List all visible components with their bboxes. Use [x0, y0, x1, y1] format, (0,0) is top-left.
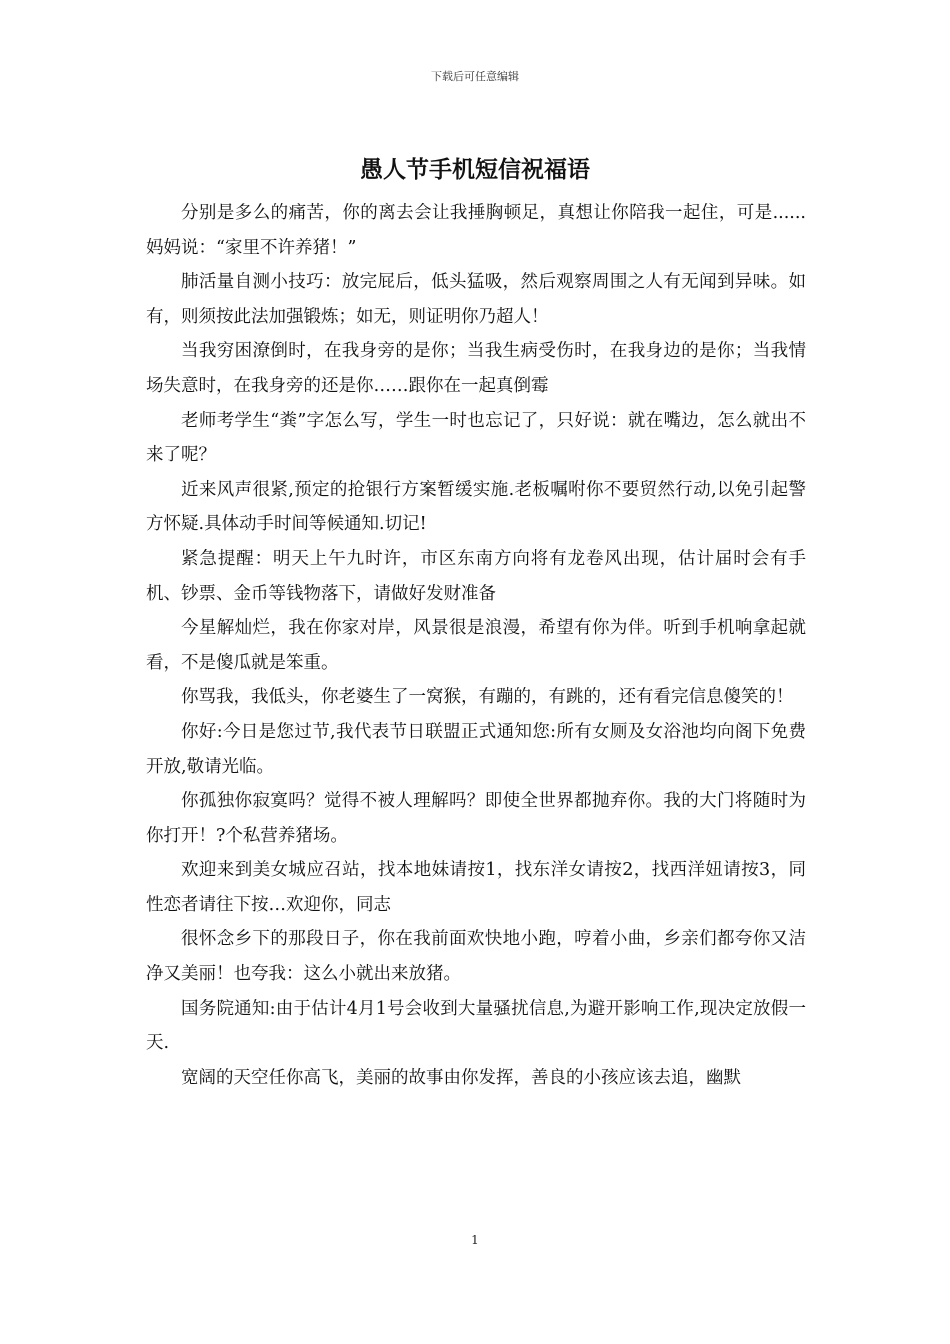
paragraph: 今星解灿烂，我在你家对岸，风景很是浪漫，希望有你为伴。听到手机响拿起就看，不是傻瓜就是笨重。	[146, 618, 806, 673]
paragraph: 你孤独你寂寞吗？觉得不被人理解吗？即使全世界都抛弃你。我的大门将随时为你打开！?个私营养猪场。	[146, 791, 806, 846]
paragraph: 肺活量自测小技巧：放完屁后，低头猛吸，然后观察周围之人有无闻到异味。如有，则须按此法加强锻炼；如无，则证明你乃超人！	[146, 272, 806, 327]
paragraph: 宽阔的天空任你高飞，美丽的故事由你发挥，善良的小孩应该去追，幽默	[181, 1067, 741, 1088]
header-note: 下载后可任意编辑	[431, 70, 519, 83]
paragraph: 很怀念乡下的那段日子，你在我前面欢快地小跑，哼着小曲，乡亲们都夸你又洁净又美丽！也夸我：这么小就出来放猪。	[146, 929, 806, 985]
document-title: 愚人节手机短信祝福语	[360, 156, 590, 183]
paragraph: 欢迎来到美女城应召站，找本地妹请按1，找东洋女请按2，找西洋妞请按3，同性恋者请往下按…欢迎你，同志	[146, 860, 806, 915]
document-body	[146, 196, 806, 1095]
paragraph: 紧急提醒：明天上午九时许，市区东南方向将有龙卷风出现，估计届时会有手机、钞票、金币等钱物落下，请做好发财准备	[146, 548, 806, 604]
paragraph: 国务院通知:由于估计4月1号会收到大量骚扰信息,为避开影响工作,现决定放假一天.	[146, 998, 806, 1054]
page-number: 1	[471, 1233, 479, 1247]
paragraph: 分别是多么的痛苦，你的离去会让我捶胸顿足，真想让你陪我一起住，可是......妈妈说：“家里不许养猪！”	[146, 203, 806, 258]
paragraph: 当我穷困潦倒时，在我身旁的是你；当我生病受伤时，在我身边的是你；当我情场失意时，在我身旁的还是你……跟你在一起真倒霉	[146, 341, 806, 396]
paragraph: 你好:今日是您过节,我代表节日联盟正式通知您:所有女厕及女浴池均向阁下免费开放,敬请光临。	[146, 721, 806, 777]
paragraph: 老师考学生“粪”字怎么写，学生一时也忘记了，只好说：就在嘴边，怎么就出不来了呢？	[146, 410, 806, 466]
paragraph: 你骂我，我低头，你老婆生了一窝猴，有蹦的，有跳的，还有看完信息傻笑的！	[181, 687, 794, 708]
paragraph: 近来风声很紧,预定的抢银行方案暂缓实施.老板嘱咐你不要贸然行动,以免引起警方怀疑.具体动手时间等候通知.切记!	[146, 479, 806, 535]
